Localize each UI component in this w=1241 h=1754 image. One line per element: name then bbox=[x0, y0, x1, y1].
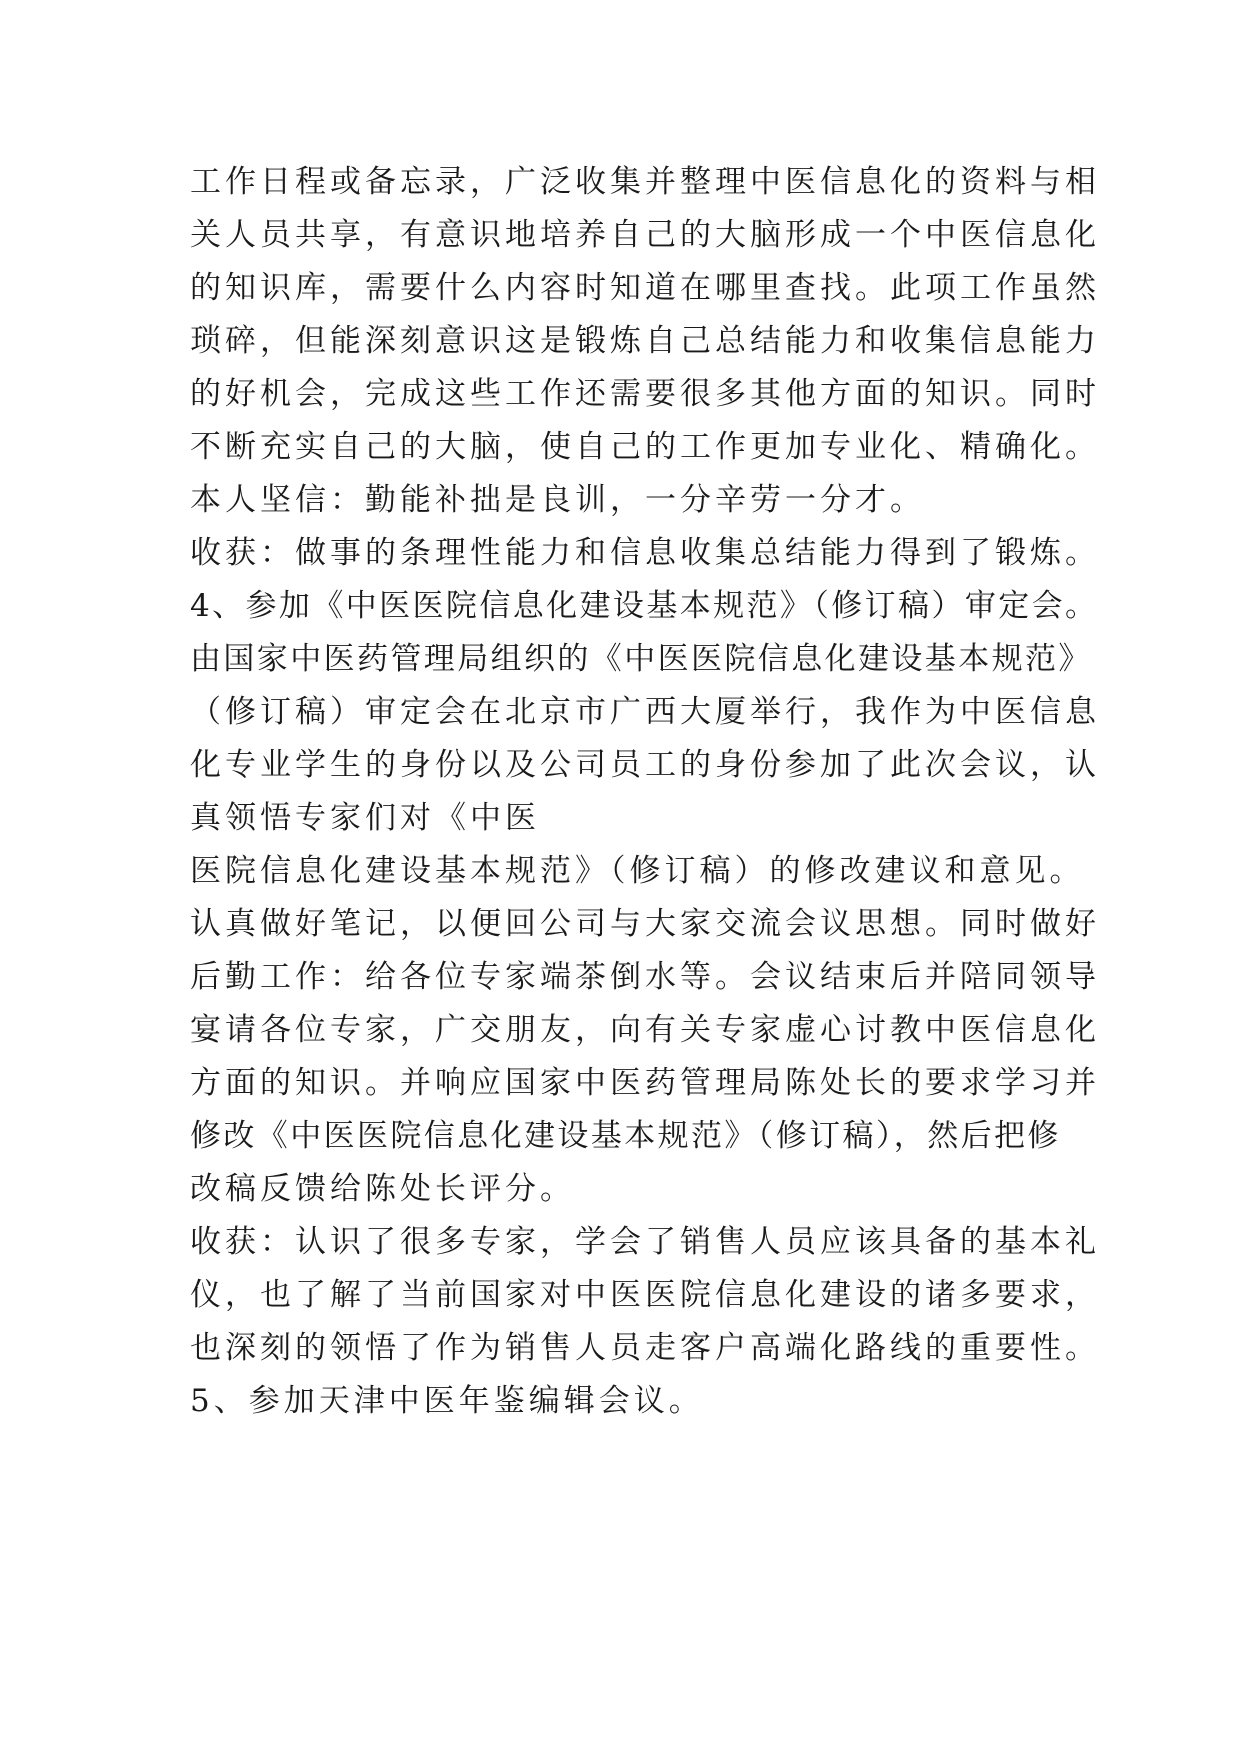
text-line-21: 收获：认识了很多专家，学会了销售人员应该具备的基本礼 bbox=[190, 1224, 1100, 1260]
text-line-11: （修订稿）审定会在北京市广西大厦举行，我作为中医信息 bbox=[190, 694, 1100, 730]
body-text bbox=[190, 156, 1100, 1428]
text-line-8: 收获：做事的条理性能力和信息收集总结能力得到了锻炼。 bbox=[190, 535, 1100, 571]
text-line-18: 方面的知识。并响应国家中医药管理局陈处长的要求学习并 bbox=[190, 1065, 1100, 1101]
text-line-6: 不断充实自己的大脑，使自己的工作更加专业化、精确化。 bbox=[190, 429, 1100, 465]
text-line-3: 的知识库，需要什么内容时知道在哪里查找。此项工作虽然 bbox=[190, 270, 1100, 306]
text-line-13: 真领悟专家们对《中医 bbox=[190, 800, 540, 836]
text-line-23: 也深刻的领悟了作为销售人员走客户高端化路线的重要性。 bbox=[190, 1330, 1100, 1366]
text-line-5: 的好机会，完成这些工作还需要很多其他方面的知识。同时 bbox=[190, 376, 1100, 412]
text-line-7: 本人坚信：勤能补拙是良训，一分辛劳一分才。 bbox=[190, 482, 925, 518]
text-line-15: 认真做好笔记，以便回公司与大家交流会议思想。同时做好 bbox=[190, 906, 1100, 942]
section-heading-5: 5、参加天津中医年鉴编辑会议。 bbox=[190, 1383, 704, 1419]
text-line-17: 宴请各位专家，广交朋友，向有关专家虚心讨教中医信息化 bbox=[190, 1012, 1100, 1048]
section-heading-4: 4、参加《中医医院信息化建设基本规范》（修订稿）审定会。 bbox=[190, 588, 1099, 624]
text-line-4: 琐碎，但能深刻意识这是锻炼自己总结能力和收集信息能力 bbox=[190, 323, 1100, 359]
text-line-14: 医院信息化建设基本规范》（修订稿）的修改建议和意见。 bbox=[190, 853, 1085, 889]
text-line-20: 改稿反馈给陈处长评分。 bbox=[190, 1171, 575, 1207]
text-line-2: 关人员共享，有意识地培养自己的大脑形成一个中医信息化 bbox=[190, 217, 1100, 253]
text-line-19: 修改《中医医院信息化建设基本规范》（修订稿），然后把修 bbox=[190, 1118, 1061, 1154]
text-line-1: 工作日程或备忘录，广泛收集并整理中医信息化的资料与相 bbox=[190, 164, 1100, 200]
text-line-12: 化专业学生的身份以及公司员工的身份参加了此次会议，认 bbox=[190, 747, 1100, 783]
text-line-16: 后勤工作：给各位专家端茶倒水等。会议结束后并陪同领导 bbox=[190, 959, 1100, 995]
text-line-22: 仪，也了解了当前国家对中医医院信息化建设的诸多要求， bbox=[190, 1277, 1100, 1313]
text-line-10: 由国家中医药管理局组织的《中医医院信息化建设基本规范》 bbox=[190, 641, 1092, 677]
